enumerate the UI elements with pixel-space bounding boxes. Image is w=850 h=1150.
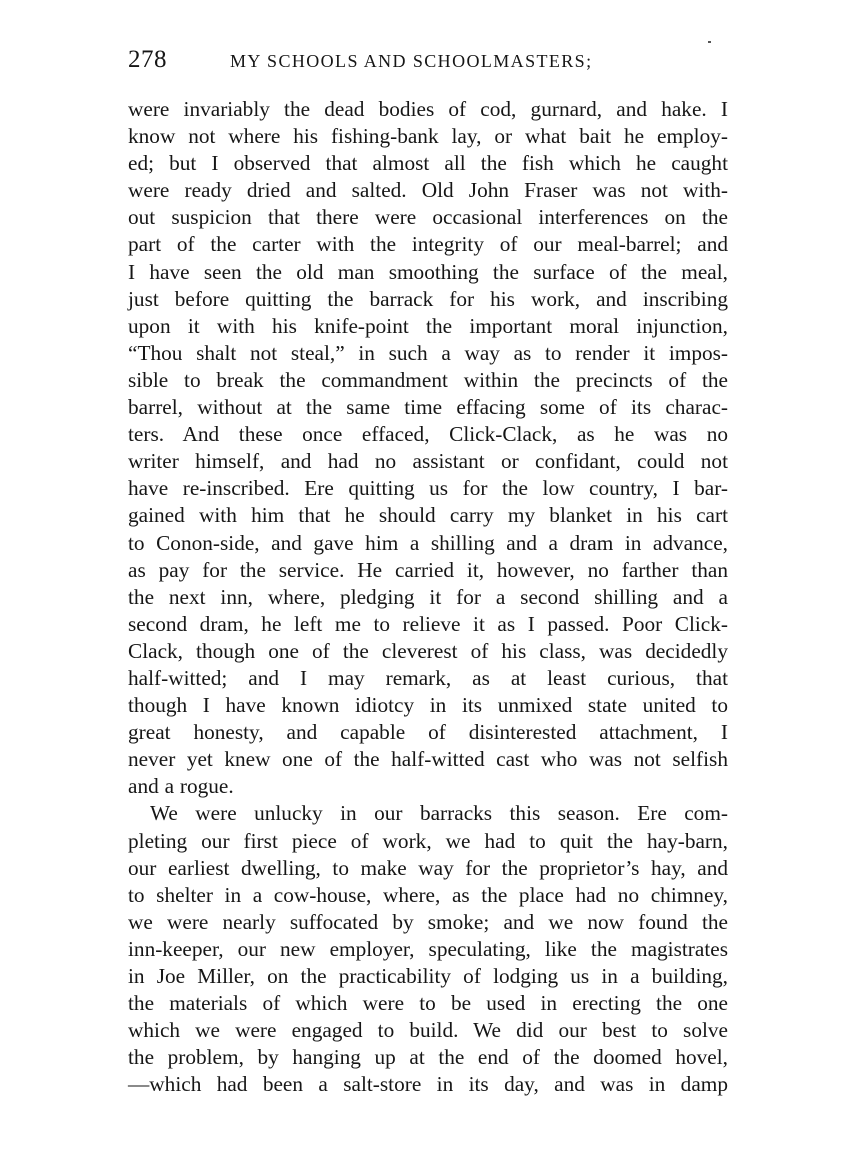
paragraph-end-line: and a rogue. [128, 774, 234, 799]
text-line: which we were engaged to build. We did our best to solve [128, 1018, 728, 1043]
text-line: half-witted; and I may remark, as at least curious, that [128, 665, 728, 690]
text-line: the problem, by hanging up at the end of the doomed hovel, [128, 1045, 728, 1070]
text-line: our earliest dwelling, to make way for the proprietor’s hay, and [128, 855, 728, 880]
text-line: barrel, without at the same time effacing some of its charac- [128, 395, 728, 420]
page-header [128, 46, 728, 76]
text-line: writer himself, and had no assistant or confidant, could not [128, 449, 728, 474]
text-line: as pay for the service. He carried it, however, no farther than [128, 557, 728, 582]
body-text [128, 96, 728, 1098]
text-line: in Joe Miller, on the practicability of lodging us in a building, [128, 964, 728, 988]
paragraph-start-line: We were unlucky in our barracks this season. Ere com- [150, 801, 728, 826]
text-line: I have seen the old man smoothing the surface of the meal, [128, 259, 728, 284]
text-line: part of the carter with the integrity of our meal-barrel; and [128, 232, 728, 257]
text-line: know not where his fishing-bank lay, or what bait he employ- [128, 124, 728, 149]
text-line: to shelter in a cow-house, where, as the place had no chimney, [128, 882, 728, 907]
text-line: second dram, he left me to relieve it as I passed. Poor Click- [128, 611, 728, 636]
text-line: were invariably the dead bodies of cod, gurnard, and hake. I [128, 97, 728, 121]
text-line: out suspicion that there were occasional interferences on the [128, 205, 728, 230]
text-line: were ready dried and salted. Old John Fraser was not with- [128, 178, 728, 203]
text-line: Clack, though one of the cleverest of his class, was decidedly [128, 638, 728, 663]
text-line: never yet knew one of the half-witted cast who was not selfish [128, 747, 728, 772]
page-number: 278 [128, 46, 167, 73]
text-line: inn-keeper, our new employer, speculating, like the magistrates [128, 936, 728, 961]
text-line: the next inn, where, pledging it for a second shilling and a [128, 584, 728, 609]
text-line: ed; but I observed that almost all the fish which he caught [128, 151, 728, 176]
print-speck [708, 41, 711, 43]
text-line: great honesty, and capable of disinterested attachment, I [128, 720, 728, 745]
text-line: just before quitting the barrack for his work, and inscribing [128, 286, 728, 311]
text-line: though I have known idiotcy in its unmixed state united to [128, 693, 728, 718]
text-line: the materials of which were to be used in erecting the one [128, 991, 728, 1016]
text-line: —which had been a salt-store in its day, and was in damp [128, 1072, 728, 1097]
text-line: pleting our first piece of work, we had to quit the hay-barn, [128, 828, 728, 853]
running-head: MY SCHOOLS AND SCHOOLMASTERS; [230, 51, 593, 71]
text-line: to Conon-side, and gave him a shilling and a dram in advance, [128, 530, 728, 555]
text-line: upon it with his knife-point the important moral injunction, [128, 313, 728, 338]
text-line: have re-inscribed. Ere quitting us for the low country, I bar- [128, 476, 728, 501]
text-line: sible to break the commandment within the precincts of the [128, 367, 728, 392]
text-line: “Thou shalt not steal,” in such a way as to render it impos- [128, 340, 728, 365]
text-line: we were nearly suffocated by smoke; and we now found the [128, 909, 728, 934]
text-line: ters. And these once effaced, Click-Clack, as he was no [128, 422, 728, 447]
text-line: gained with him that he should carry my blanket in his cart [128, 503, 728, 528]
